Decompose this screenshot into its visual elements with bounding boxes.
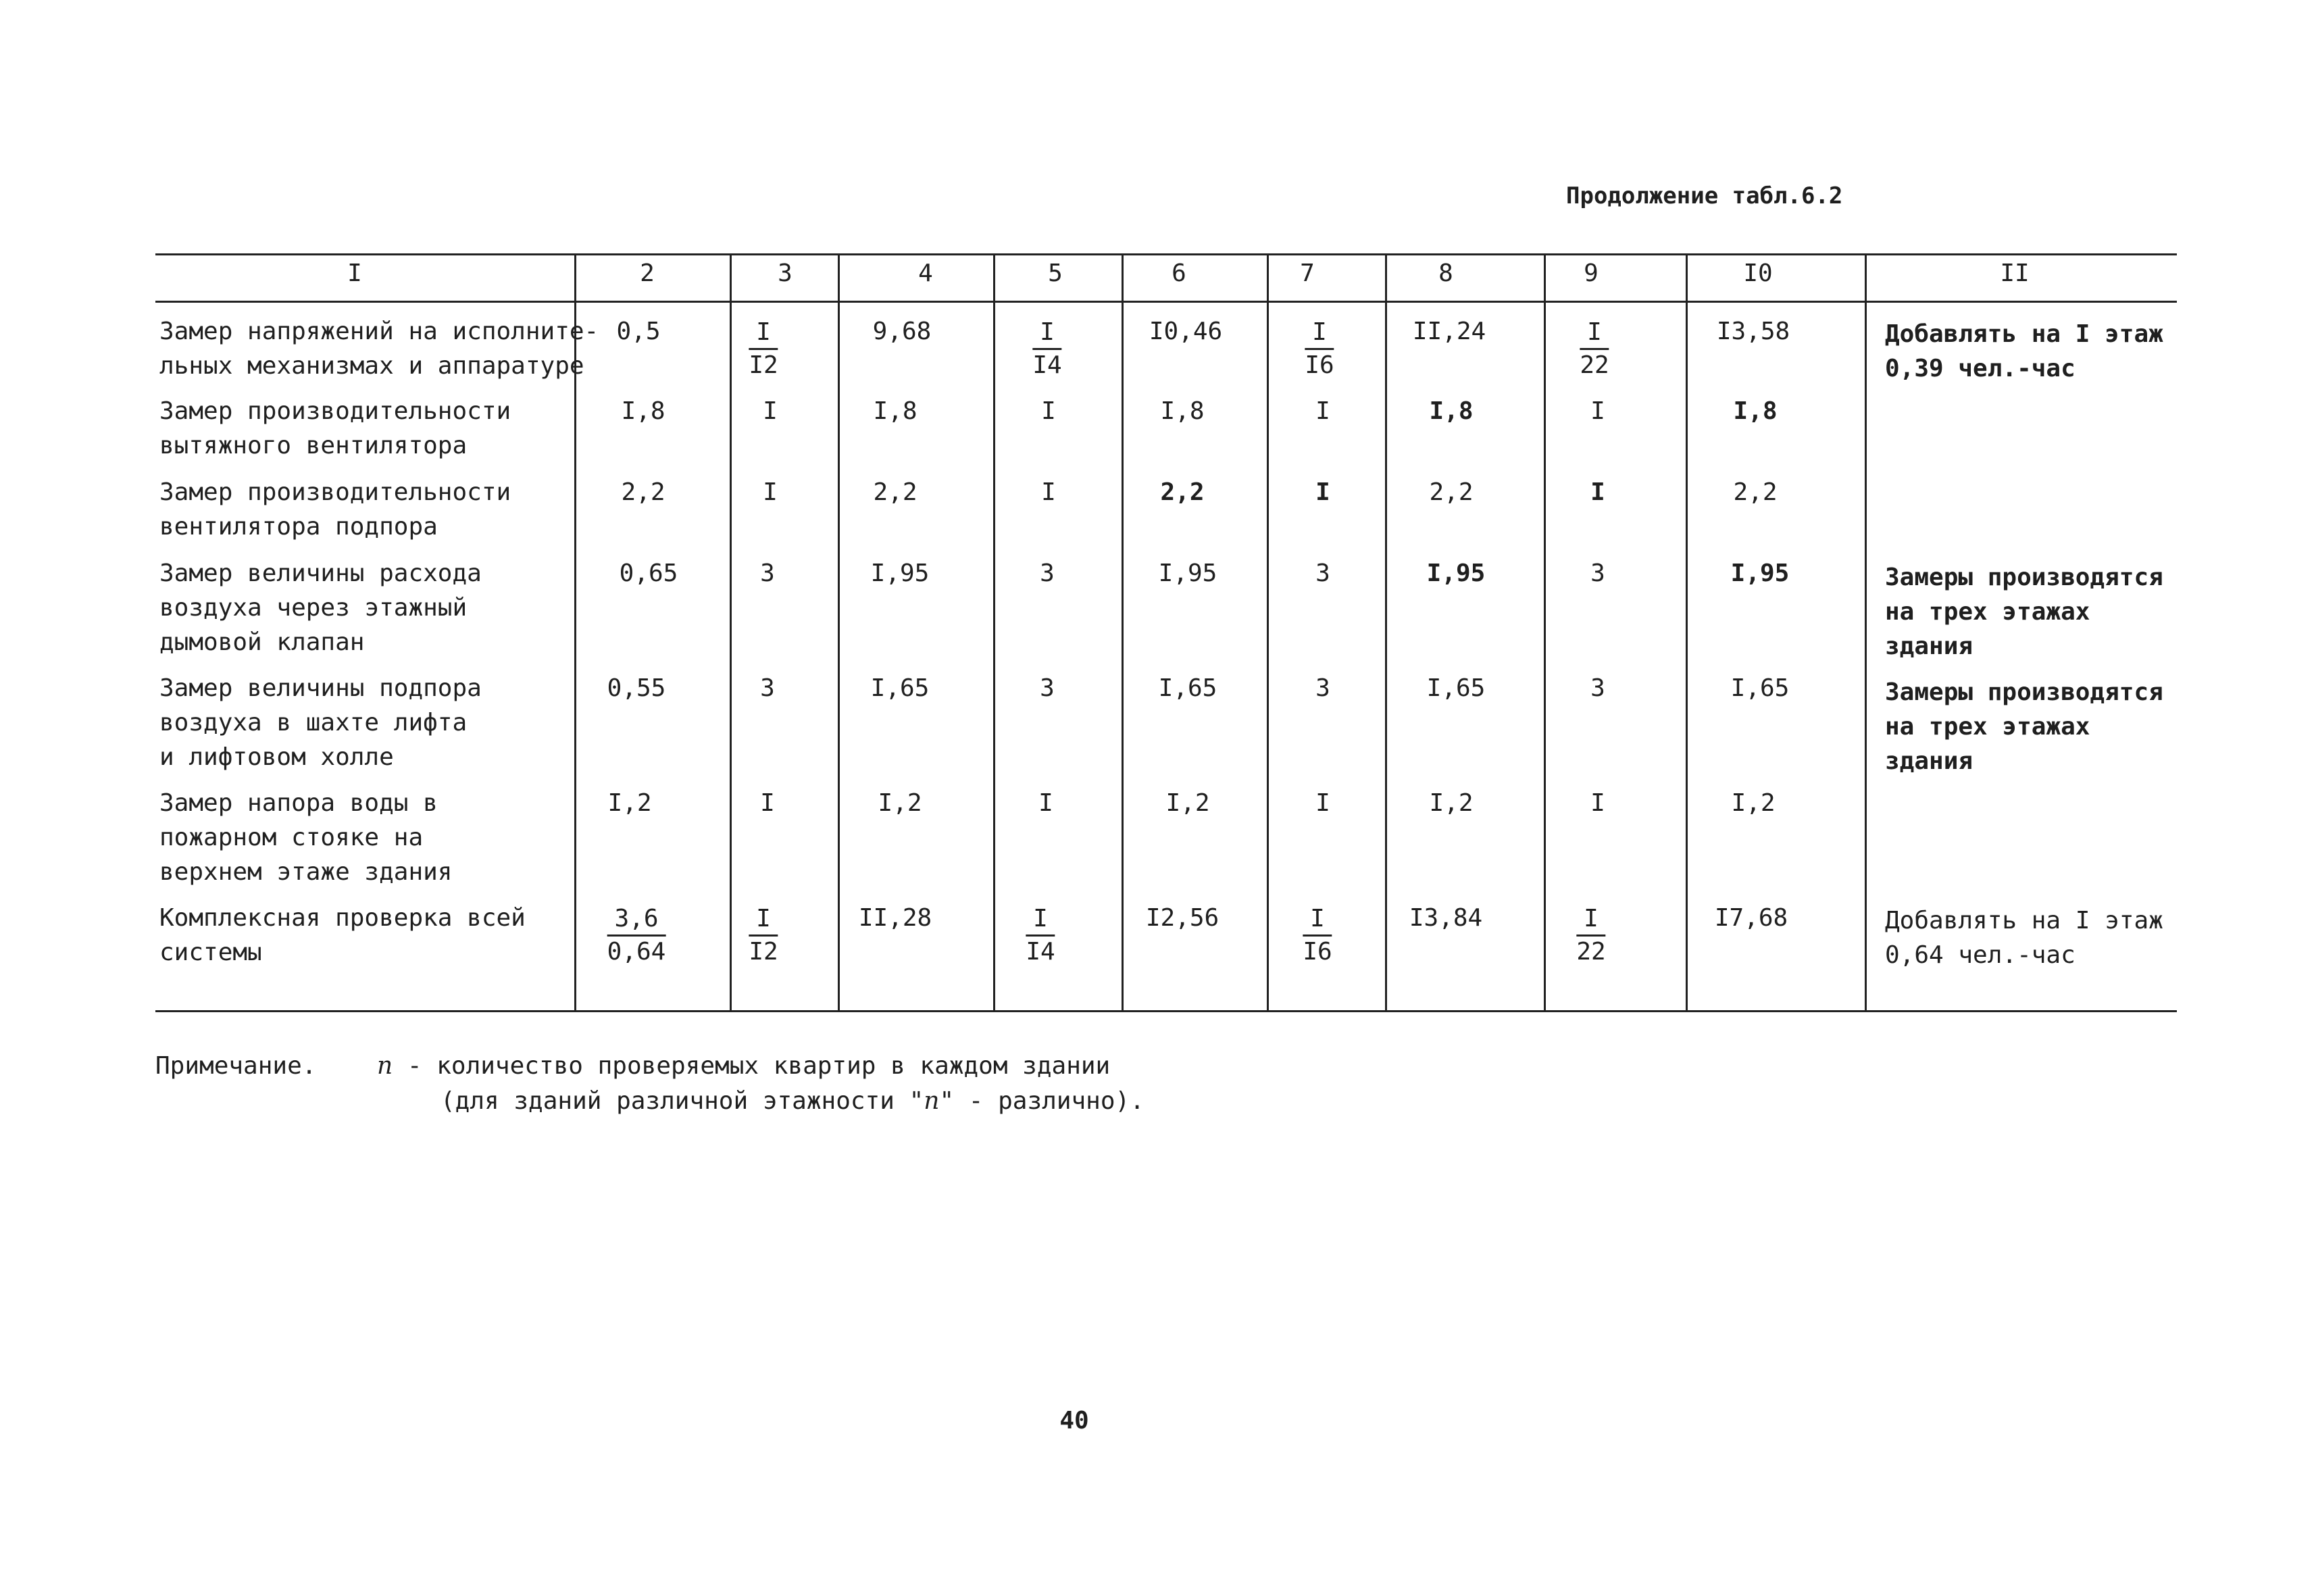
table-cell: I — [1038, 789, 1053, 817]
table-continuation-heading: Продолжение табл.6.2 — [1566, 182, 1843, 209]
footnote-line-2-prefix: (для зданий различной этажности " — [441, 1087, 924, 1115]
row-description: Замер величины подпора воздуха в шахте лифта и лифтовом холле — [159, 674, 482, 771]
row-description: Замер напора воды в пожарном стояке на верхнем этаже здания — [159, 789, 453, 886]
table-bottom-rule — [155, 1010, 2177, 1012]
footnote-symbol: n — [377, 1052, 393, 1080]
table-cell: 9,68 — [872, 318, 932, 345]
table-cell: I,65 — [1426, 674, 1486, 702]
table-cell: I,2 — [1731, 789, 1776, 817]
table-cell: I2,56 — [1145, 904, 1219, 932]
table-cell: 3 — [760, 559, 775, 587]
footnote-symbol: n — [924, 1087, 940, 1115]
table-cell: 0,65 — [619, 559, 678, 587]
row-note: Добавлять на I этаж 0,39 чел.-час — [1885, 320, 2163, 382]
fraction-cell: $\frac{I}{I2}$ — [749, 905, 778, 966]
column-header-5: 5 — [1048, 259, 1063, 287]
column-divider — [1686, 253, 1688, 1012]
footnote-line-1 — [377, 1049, 1110, 1084]
table-cell: 2,2 — [1160, 478, 1205, 506]
column-header-7: 7 — [1300, 259, 1315, 287]
row-description: Комплексная проверка всей системы — [159, 904, 526, 966]
footnote-label: Примечание. — [155, 1052, 317, 1080]
table-cell: 0,55 — [607, 674, 666, 702]
table-cell: I,95 — [1426, 559, 1486, 587]
table-cell: I,8 — [1160, 397, 1205, 425]
table-cell: I — [1315, 397, 1330, 425]
column-header-3: 3 — [778, 259, 793, 287]
page-number: 40 — [1059, 1407, 1089, 1435]
column-divider — [1267, 253, 1269, 1012]
table-cell: 2,2 — [873, 478, 917, 506]
table-cell: I — [760, 789, 775, 817]
table-cell: I,8 — [1429, 397, 1474, 425]
table-cell: I,65 — [1158, 674, 1217, 702]
column-header-8: 8 — [1438, 259, 1453, 287]
fraction-cell: $\frac{I}{I4}$ — [1032, 318, 1062, 379]
fraction-cell: $\frac{3,6}{0,64}$ — [607, 905, 666, 966]
table-cell: I,95 — [1158, 559, 1217, 587]
table-cell: II,28 — [858, 904, 932, 932]
column-header-4: 4 — [918, 259, 933, 287]
footnote-line-2 — [441, 1084, 1145, 1119]
table-cell: II,24 — [1412, 318, 1486, 345]
table-cell: 2,2 — [1429, 478, 1474, 506]
table-cell: I,65 — [870, 674, 930, 702]
table-cell: I — [763, 478, 778, 506]
column-header-1: I — [347, 259, 362, 287]
table-header-rule — [155, 301, 2177, 303]
column-header-10: I0 — [1743, 259, 1773, 287]
fraction-cell: $\frac{I}{I2}$ — [749, 318, 778, 379]
table-cell: I — [1315, 789, 1330, 817]
table-top-rule — [155, 253, 2177, 255]
fraction-cell: $\frac{I}{22}$ — [1576, 905, 1606, 966]
table-cell: 3 — [1040, 674, 1055, 702]
column-divider — [1865, 253, 1867, 1012]
column-divider — [730, 253, 732, 1012]
table-cell: I — [763, 397, 778, 425]
table-cell: I7,68 — [1714, 904, 1788, 932]
fraction-cell: $\frac{I}{I4}$ — [1026, 905, 1055, 966]
table-cell: 3 — [1315, 559, 1330, 587]
table-cell: 0,5 — [616, 318, 661, 345]
fraction-cell: $\frac{I}{I6}$ — [1305, 318, 1334, 379]
table-cell: 3 — [1590, 674, 1605, 702]
table-cell: I,65 — [1730, 674, 1790, 702]
table-cell: 3 — [760, 674, 775, 702]
column-divider — [1122, 253, 1124, 1012]
table-cell: I0,46 — [1149, 318, 1223, 345]
table-cell: I — [1590, 397, 1605, 425]
row-note: Замеры производятся на трех этажах здания — [1885, 678, 2163, 775]
row-note: Замеры производятся на трех этажах здания — [1885, 564, 2163, 660]
table-cell: 3 — [1315, 674, 1330, 702]
table-cell: I,8 — [1733, 397, 1778, 425]
row-description: Замер производительности вытяжного вентилятора — [159, 397, 511, 459]
table-cell: I3,58 — [1716, 318, 1790, 345]
row-note: Добавлять на I этаж 0,64 чел.-час — [1885, 907, 2163, 969]
table-cell: I,2 — [1165, 789, 1210, 817]
column-divider — [1385, 253, 1387, 1012]
table-cell: I3,84 — [1409, 904, 1483, 932]
norms-table — [155, 253, 2177, 1012]
table-cell: I,2 — [1429, 789, 1474, 817]
footnote-line-1-text: - количество проверяемых квартир в каждом здании — [407, 1052, 1111, 1080]
column-divider — [838, 253, 840, 1012]
row-description: Замер напряжений на исполните- льных механизмах и аппаратуре — [159, 318, 599, 380]
table-cell: I — [1315, 478, 1330, 506]
table-cell: 2,2 — [1733, 478, 1778, 506]
table-cell: I — [1041, 397, 1056, 425]
table-cell: I — [1590, 789, 1605, 817]
column-header-6: 6 — [1172, 259, 1186, 287]
table-cell: 3 — [1040, 559, 1055, 587]
footnote-line-2-suffix: " - различно). — [939, 1087, 1145, 1115]
column-divider — [993, 253, 995, 1012]
fraction-cell: $\frac{I}{I6}$ — [1303, 905, 1332, 966]
row-description: Замер производительности вентилятора подпора — [159, 478, 511, 541]
table-cell: I,8 — [621, 397, 665, 425]
table-cell: I,95 — [1730, 559, 1790, 587]
table-cell: I,8 — [873, 397, 917, 425]
table-cell: 2,2 — [621, 478, 665, 506]
fraction-cell: $\frac{I}{22}$ — [1580, 318, 1609, 379]
table-cell: I,2 — [878, 789, 922, 817]
column-divider — [1544, 253, 1546, 1012]
column-header-9: 9 — [1584, 259, 1599, 287]
column-header-2: 2 — [640, 259, 655, 287]
column-header-11: II — [2000, 259, 2030, 287]
row-description: Замер величины расхода воздуха через этажный дымовой клапан — [159, 559, 482, 656]
table-cell: 3 — [1590, 559, 1605, 587]
table-cell: I,2 — [607, 789, 652, 817]
table-cell: I — [1590, 478, 1605, 506]
table-cell: I,95 — [870, 559, 930, 587]
table-cell: I — [1041, 478, 1056, 506]
